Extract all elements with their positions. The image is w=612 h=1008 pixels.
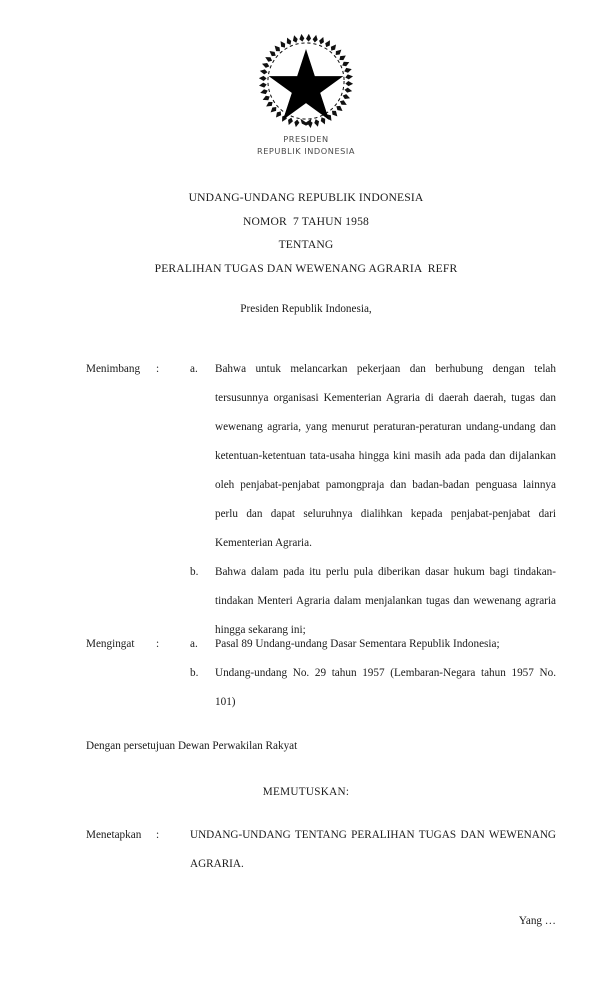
item-marker: b. bbox=[190, 667, 199, 679]
title-line-number: NOMOR 7 TAHUN 1958 bbox=[242, 214, 370, 228]
item-text: Pasal 89 Undang-undang Dasar Sementara Republik Indonesia; bbox=[215, 638, 500, 650]
preamble-line: Presiden Republik Indonesia, bbox=[240, 303, 372, 315]
clause-mengingat-items bbox=[190, 630, 556, 717]
item-text: Bahwa dalam pada itu perlu pula diberikan dasar hukum bagi tindakan-tindakan Menteri Agraria dalam menjalankan tugas dan wewenang agraria hingga sekarang ini; bbox=[215, 566, 556, 636]
title-line-subject: PERALIHAN TUGAS DAN WEWENANG AGRARIA REFR bbox=[154, 261, 458, 275]
item-marker: a. bbox=[190, 363, 198, 375]
item-text: Bahwa untuk melancarkan pekerjaan dan berhubung dengan telah tersusunnya organisasi Kementerian Agraria di daerah daerah, tugas dan wewenang agraria, yang menurut peraturan-peraturan undang-undang dan ketentuan-ketentuan tata-usaha hingga kini masih ada pada dan dijalankan oleh penjabat-penjabat pamongpraja dan badan-badan penguasa lainnya perlu dan dapat seluruhnya dialihkan kepada penjabat-penjabat dari Kementerian Agraria. bbox=[215, 363, 556, 549]
list-item bbox=[190, 630, 556, 659]
clause-mengingat bbox=[86, 630, 556, 717]
decision-heading: MEMUTUSKAN: bbox=[262, 786, 350, 798]
clause-menetapkan-colon: : bbox=[156, 829, 160, 841]
emblem-caption-line-2: REPUBLIK INDONESIA bbox=[256, 145, 356, 156]
indonesia-presidential-seal-icon bbox=[259, 34, 353, 128]
presidential-emblem-block bbox=[0, 34, 612, 157]
document-title-block bbox=[0, 186, 612, 280]
clause-menetapkan bbox=[86, 821, 556, 879]
item-marker: b. bbox=[190, 566, 199, 578]
page-continuation-note: Yang … bbox=[518, 915, 556, 927]
title-line-act-name: UNDANG-UNDANG REPUBLIK INDONESIA bbox=[188, 191, 424, 204]
clause-menimbang-label: Menimbang bbox=[86, 363, 141, 375]
list-item bbox=[190, 355, 556, 558]
approval-statement: Dengan persetujuan Dewan Perwakilan Rakyat bbox=[86, 740, 298, 752]
emblem-caption bbox=[0, 134, 612, 157]
clause-menimbang bbox=[86, 355, 556, 645]
title-line-about: TENTANG bbox=[278, 238, 334, 251]
item-marker: a. bbox=[190, 638, 198, 650]
clause-mengingat-colon: : bbox=[156, 638, 160, 650]
list-item bbox=[190, 659, 556, 717]
emblem-caption-line-1: PRESIDEN bbox=[283, 134, 329, 144]
item-text: Undang-undang No. 29 tahun 1957 (Lembaran-Negara tahun 1957 No. 101) bbox=[215, 667, 556, 708]
clause-menimbang-colon: : bbox=[156, 363, 160, 375]
clause-menetapkan-value: UNDANG-UNDANG TENTANG PERALIHAN TUGAS DAN WEWENANG AGRARIA. bbox=[190, 829, 556, 870]
clause-menetapkan-label: Menetapkan bbox=[86, 829, 142, 841]
clause-mengingat-label: Mengingat bbox=[86, 638, 135, 650]
clause-menimbang-items bbox=[190, 355, 556, 645]
